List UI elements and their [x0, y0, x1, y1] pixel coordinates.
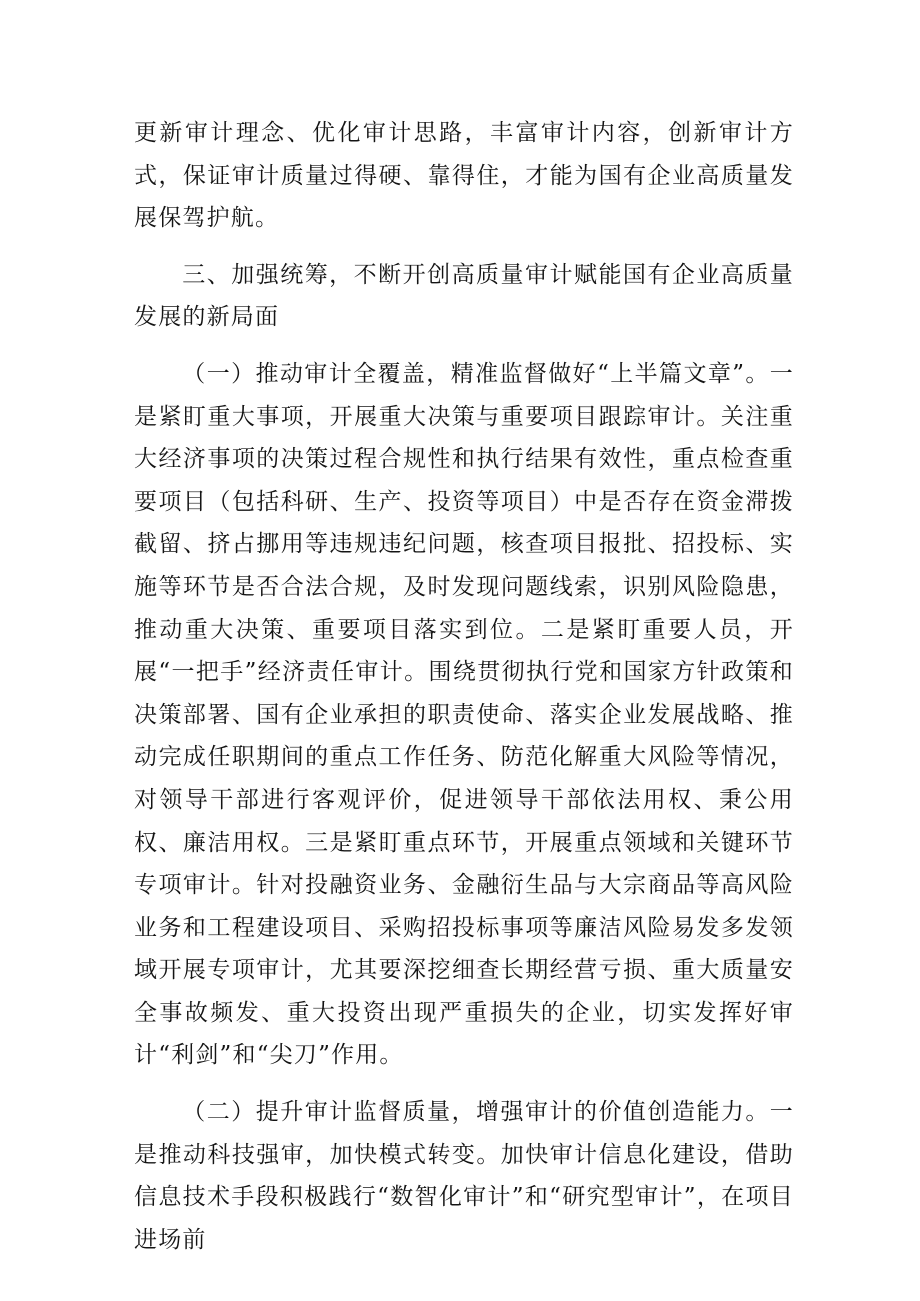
subsection-two-paragraph: （二）提升审计监督质量，增强审计的价值创造能力。一是推动科技强审，加快模式转变。加快审计信息化建设，借助信息技术手段积极践行“数智化审计”和“研究型审计”，在项目进场前 — [134, 1099, 794, 1253]
document-page — [134, 112, 794, 1275]
paragraph-continuation: 更新审计理念、优化审计思路，丰富审计内容，创新审计方式，保证审计质量过得硬、靠得住，才能为国有企业高质量发展保驾护航。 — [134, 120, 794, 232]
subsection-one-paragraph: （一）推动审计全覆盖，精准监督做好“上半篇文章”。一是紧盯重大事项，开展重大决策与重要项目跟踪审计。关注重大经济事项的决策过程合规性和执行结果有效性，重点检查重要项目（包括科研、生产、投资等项目）中是否存在资金滞拨截留、挤占挪用等违规违纪问题，核查项目报批、招投标、实施等环节是否合法合规，及时发现问题线索，识别风险隐患，推动重大决策、重要项目落实到位。二是紧盯重要人员，开展“一把手”经济责任审计。围绕贯彻执行党和国家方针政策和决策部署、国有企业承担的职责使命、落实企业发展战略、推动完成任职期间的重点工作任务、防范化解重大风险等情况，对领导干部进行客观评价，促进领导干部依法用权、秉公用权、廉洁用权。三是紧盯重点环节，开展重点领域和关键环节专项审计。针对投融资业务、金融衍生品与大宗商品等高风险业务和工程建设项目、采购招投标事项等廉洁风险易发多发领域开展专项审计，尤其要深挖细查长期经营亏损、重大质量安全事故频发、重大投资出现严重损失的企业，切实发挥好审计“利剑”和“尖刀”作用。 — [134, 360, 794, 1069]
section-heading-three: 三、加强统筹，不断开创高质量审计赋能国有企业高质量发展的新局面 — [134, 261, 794, 331]
